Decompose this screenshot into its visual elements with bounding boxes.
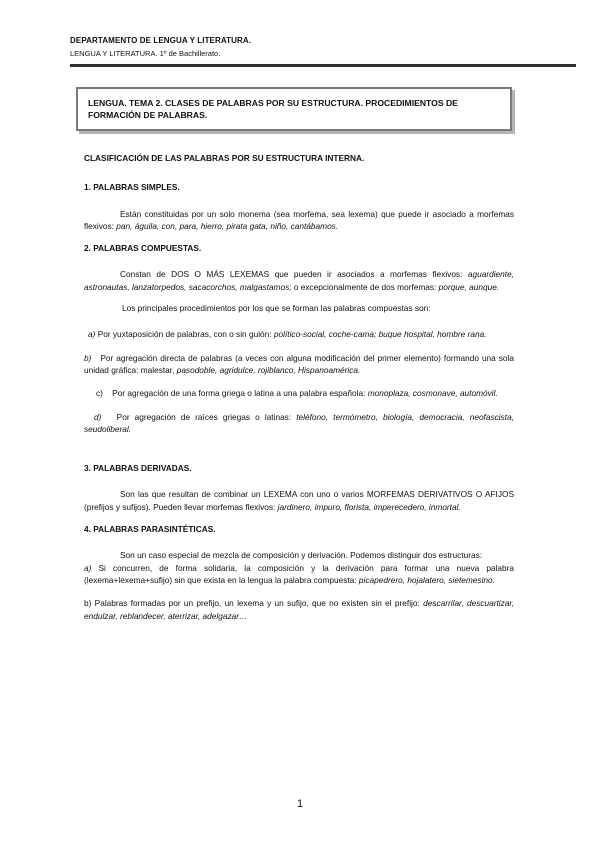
item-b-examples: pasodoble, agridulce, rojiblanco, Hispanoamérica.	[176, 364, 361, 375]
s4-item-b-examples: descarrilar, descuartizar, endulzar, reblandecer, aterrizar, adelgazar…	[84, 598, 514, 621]
item-d-examples: teléfono, termómetro, biología, democracia, neofascista, seudoliberal.	[84, 411, 514, 434]
section2-item-b	[84, 352, 514, 377]
title-line-2: FORMACIÓN DE PALABRAS.	[88, 110, 208, 120]
section3-heading: 3. PALABRAS DERIVADAS.	[84, 463, 192, 474]
section3-examples: jardinero, impuro, florista, imperecedero, inmortal.	[277, 501, 461, 512]
page-header	[70, 36, 575, 58]
s4-item-a-examples: picapedrero, hojalatero, sietemesino.	[358, 574, 495, 585]
section4-heading: 4. PALABRAS PARASINTÉTICAS.	[84, 524, 216, 535]
s4-item-b-marker: b)	[84, 598, 92, 609]
section2-examples2: porque, aunque.	[438, 281, 500, 292]
item-a-examples: político-social, coche-cama; buque hospital, hombre rana.	[273, 329, 487, 340]
item-b-marker: b)	[84, 352, 92, 363]
page-number: 1	[296, 798, 304, 810]
s4-item-a-marker: a)	[84, 562, 92, 573]
section1-examples: pan, águila, con, para, hierro, pirata gata, niño, cantábamos.	[116, 220, 339, 231]
section4-item-b	[84, 597, 514, 622]
item-d-text: Por agregación de raíces griegas o latinas:	[116, 411, 297, 422]
title-box	[76, 87, 512, 131]
section2-heading: 2. PALABRAS COMPUESTAS.	[84, 243, 202, 254]
section1-text: Están constituidas por un solo monema (sea morfema, sea lexema) que puede ir asociado a morfemas flexivos:	[84, 208, 514, 231]
section2-intro: Los principales procedimientos por los que se forman las palabras compuestas son:	[122, 303, 431, 314]
s4-item-b-text: Palabras formadas por un prefijo, un lexema y un sufijo, que no existen sin el prefijo:	[91, 598, 424, 609]
department-name: DEPARTAMENTO DE LENGUA Y LITERATURA.	[70, 36, 252, 45]
title-line-1: LENGUA. TEMA 2. CLASES DE PALABRAS POR SU ESTRUCTURA. PROCEDIMIENTOS DE	[88, 98, 458, 108]
section2-text2: o excepcionalmente de dos morfemas:	[291, 281, 439, 292]
section2-item-a	[84, 328, 514, 340]
section2-text1: Constan de DOS O MÁS LEXEMAS que pueden ir asociados a morfemas flexivos:	[120, 269, 468, 280]
section1-paragraph	[84, 208, 514, 233]
section4-intro: Son un caso especial de mezcla de composición y derivación. Podemos distinguir dos estructuras:	[120, 550, 483, 561]
section2-paragraph	[84, 268, 514, 293]
item-a-text: Por yuxtaposición de palabras, con o sin guión:	[95, 329, 274, 340]
section3-text: Son las que resultan de combinar un LEXEMA con uno o varios MORFEMAS DERIVATIVOS O AFIJOS (prefijos y sufijos). Pueden llevar morfemas flexivos:	[84, 489, 514, 512]
main-heading: CLASIFICACIÓN DE LAS PALABRAS POR SU ESTRUCTURA INTERNA.	[84, 153, 365, 163]
section3-paragraph	[84, 488, 514, 513]
header-divider	[70, 64, 576, 67]
item-d-marker: d)	[94, 411, 102, 422]
section2-item-c	[84, 387, 514, 399]
item-c-text: Por agregación de una forma griega o latina a una palabra española:	[112, 388, 368, 399]
item-a-marker: a)	[88, 329, 96, 340]
section4-item-a	[84, 562, 514, 587]
item-b-text: Por agregación directa de palabras (a veces con alguna modificación del primer elemento) formando una sola unidad gráfica: malestar,	[84, 352, 514, 375]
section2-examples1: aguardiente, astronautas, lanzatorpedos, sacacorchos, malgastamos;	[84, 269, 514, 292]
document-body	[84, 152, 514, 622]
section2-item-d	[84, 411, 514, 436]
s4-item-a-text: Si concurren, de forma solidaria, la composición y la derivación para formar una nueva palabra (lexema+lexema+sufijo) sin que exista en la lengua la palabra compuesta:	[84, 562, 514, 585]
section1-heading: 1. PALABRAS SIMPLES.	[84, 182, 180, 193]
item-c-examples: monoplaza, cosmonave, automóvil.	[367, 388, 498, 399]
item-c-marker: c)	[96, 388, 103, 399]
course-name: LENGUA Y LITERATURA. 1º de Bachillerato.	[70, 49, 221, 58]
